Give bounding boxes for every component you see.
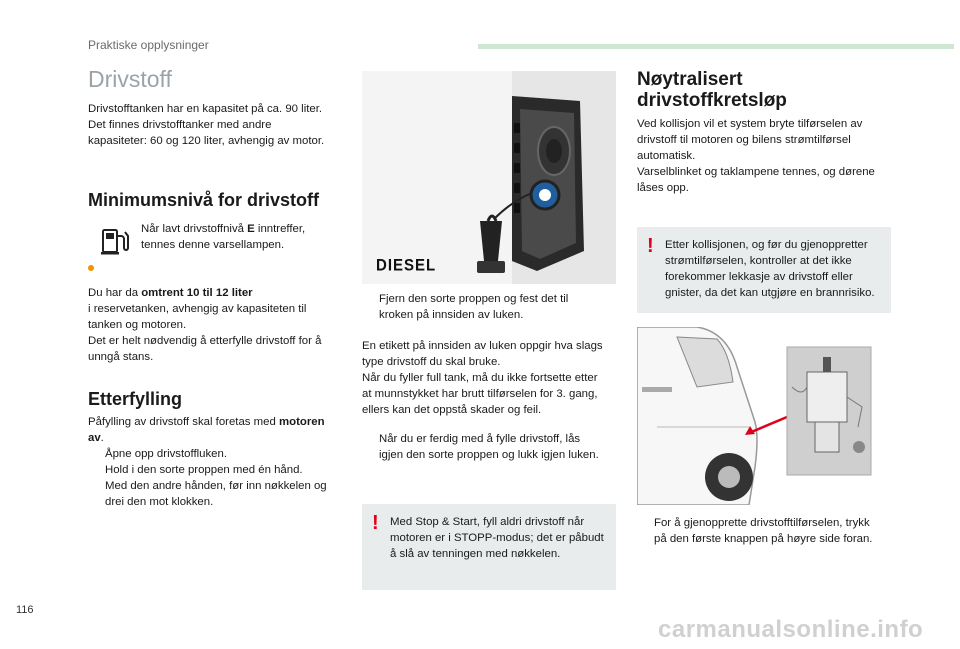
page-title: Drivstoff [88, 66, 172, 92]
orange-bullet-dot [88, 265, 94, 271]
step-item: Når du er ferdig med å fylle drivstoff, lås [379, 433, 581, 445]
watermark: carmanualsonline.info [658, 616, 924, 643]
warning-lamp-text: Når lavt drivstoffnivå E inntreffer, tennes denne varsellampen. [141, 223, 306, 251]
step-item: Fjern den sorte proppen og fest det til [379, 293, 569, 305]
refill-section: Påfylling av drivstoff skal foretas med motoren av. Åpne opp drivstoffluken. Hold i den sorte proppen med én hånd. Med den andre hånden, før inn nøkkelen og drei den mot klokken. [88, 414, 350, 510]
neutralized-heading: Nøytralisert drivstoffkretsløp [637, 69, 787, 111]
section-header: Praktiske opplysninger [88, 38, 209, 52]
step-item: drei den mot klokken. [105, 496, 214, 508]
refill-heading: Etterfylling [88, 389, 183, 409]
label-paragraph: En etikett på innsiden av luken oppgir hva slags type drivstoff du skal bruke. Når du fyller full tank, må du ikke fortsette etter at munnstykket har brutt tilførselen for 3. gang, ellers kan det oppstå skader og feil. [362, 340, 603, 416]
collision-warning: ! Etter kollisjonen, og før du gjenoppretter strømtilførselen, kontroller at det ikke forekommer lekkasje av drivstoff eller gnister, da det kan utgjøre en brannrisiko. [637, 227, 891, 313]
warning-icon: ! [647, 235, 654, 257]
diesel-label: DIESEL [376, 256, 437, 275]
intro-paragraph [88, 101, 348, 149]
step-item: igjen den sorte proppen og lukk igjen luken. [379, 449, 599, 461]
neutralized-paragraph: Ved kollisjon vil et system bryte tilførselen av drivstoff til motoren og bilens strømtilførsel automatisk. Varselblinket og taklampene tennes, og dørene låses opp. [637, 118, 875, 194]
step-restore-fuel [637, 515, 899, 547]
step-item: For å gjenopprette drivstofftilførselen, trykk [654, 517, 870, 529]
step-item: på den første knappen på høyre side foran. [654, 533, 873, 545]
warning-icon: ! [372, 512, 379, 534]
intro-line: Drivstofftanken har en kapasitet på ca. 90 liter. [88, 103, 323, 115]
step-lock-plug [362, 431, 618, 463]
fuel-pump-icon [99, 224, 131, 261]
step-item: Åpne opp drivstoffluken. [105, 448, 228, 460]
intro-line: kapasiteter: 60 og 120 liter, avhengig av motor. [88, 135, 325, 147]
min-level-heading: Minimumsnivå for drivstoff [88, 190, 320, 210]
stop-start-warning: ! Med Stop & Start, fyll aldri drivstoff når motoren er i STOPP-modus; det er påbudt å slå av tenningen med nøkkelen. [362, 504, 616, 590]
header-accent-bar [478, 44, 954, 49]
step-item: Med den andre hånden, før inn nøkkelen og [105, 480, 327, 492]
step-item: Hold i den sorte proppen med én hånd. [105, 464, 303, 476]
fuel-flap-illustration [362, 71, 616, 284]
page-number: 116 [16, 604, 34, 616]
step-remove-plug [362, 291, 618, 323]
van-inertia-switch-illustration [637, 327, 891, 505]
reserve-paragraph: Du har da omtrent 10 til 12 liter i reservetanken, avhengig av kapasiteten til tanken og motoren. Det er helt nødvendig å etterfylle drivstoff for å unngå stans. [88, 287, 322, 363]
step-item: kroken på innsiden av luken. [379, 309, 524, 321]
intro-line: Det finnes drivstofftanker med andre [88, 119, 272, 131]
